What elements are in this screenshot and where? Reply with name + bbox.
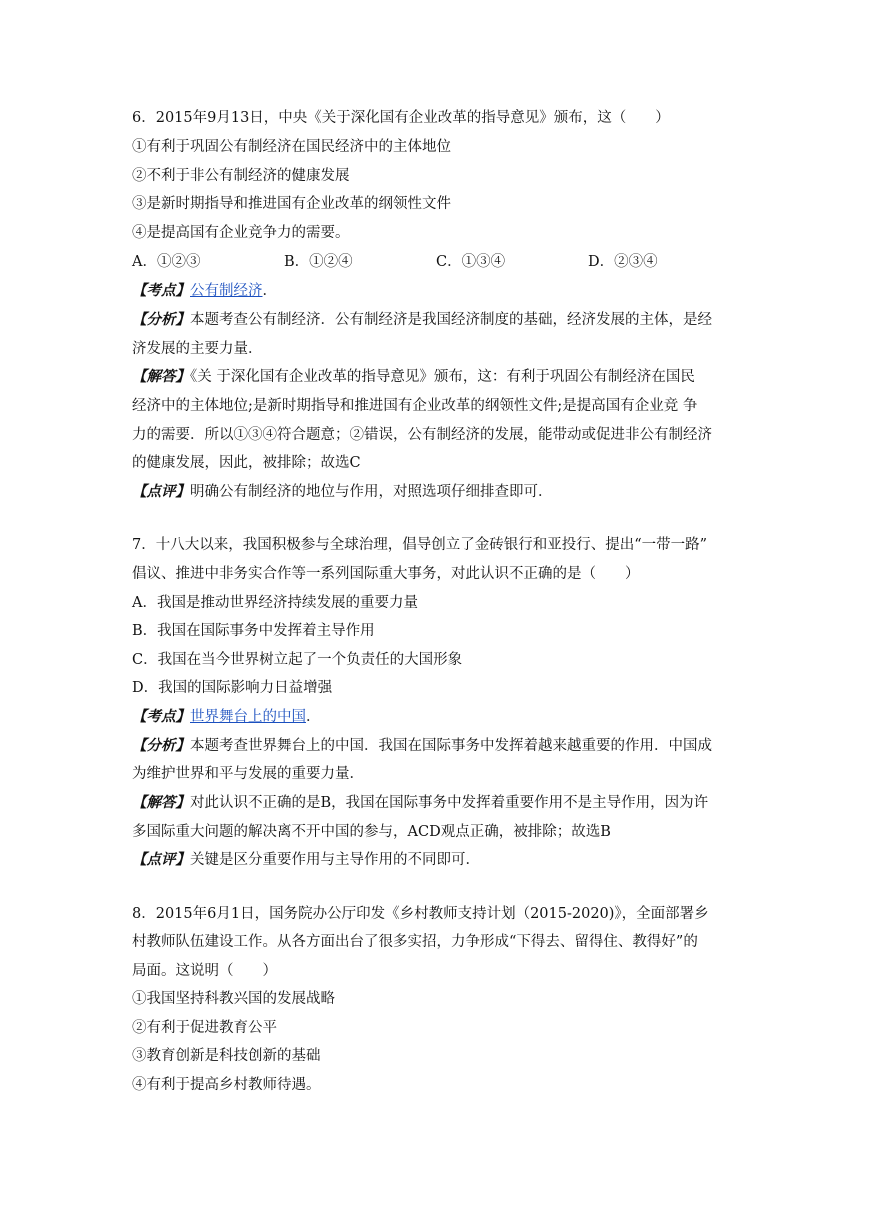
q6-kaodian — [132, 281, 277, 301]
q8-stem-line-1: 8．2015年6月1日，国务院办公厅印发《乡村教师支持计划（2015-2020)》，全面部署乡 — [132, 906, 709, 922]
q7-option-a: A．我国是推动世界经济持续发展的重要力量 — [132, 595, 418, 611]
q7-kaodian — [132, 707, 321, 727]
q6-option-c: C．①③④ — [436, 254, 506, 270]
jieda-text: 对此认识不正确的是B，我国在国际事务中发挥着重要作用不是主导作用，因为许 — [190, 795, 709, 811]
kaodian-tag: 【考点】 — [132, 708, 190, 725]
fenxi-tag: 【分析】 — [132, 737, 190, 754]
q7-option-c: C．我国在当今世界树立起了一个负责任的大国形象 — [132, 652, 463, 668]
fenxi-text: 本题考查公有制经济．公有制经济是我国经济制度的基础，经济发展的主体，是经 — [190, 312, 712, 328]
dianping-tag: 【点评】 — [132, 851, 190, 868]
fenxi-text: 本题考查世界舞台上的中国．我国在国际事务中发挥着越来越重要的作用．中国成 — [190, 738, 712, 754]
q7-option-d: D．我国的国际影响力日益增强 — [132, 680, 333, 696]
q6-option-d: D．②③④ — [588, 254, 658, 270]
jieda-tag: 【解答】 — [132, 794, 190, 811]
fenxi-tag: 【分析】 — [132, 311, 190, 328]
q6-fenxi-line-2: 济发展的主要力量． — [132, 341, 263, 357]
q7-stem-line-2: 倡议、推进中非务实合作等一系列国际重大事务，对此认识不正确的是（ ） — [132, 566, 640, 582]
jieda-text: 《关 于深化国有企业改革的指导意见》颁布，这：有利于巩固公有制经济在国民 — [190, 369, 695, 385]
q8-item-3: ③教育创新是科技创新的基础 — [132, 1048, 321, 1064]
kaodian-end: ． — [306, 709, 321, 725]
dianping-text: 明确公有制经济的地位与作用，对照选项仔细排查即可． — [190, 484, 553, 500]
q6-item-4: ④是提高国有企业竞争力的需要。 — [132, 225, 350, 241]
dianping-text: 关键是区分重要作用与主导作用的不同即可． — [190, 852, 480, 868]
dianping-tag: 【点评】 — [132, 483, 190, 500]
kaodian-link-china-world-stage[interactable]: 世界舞台上的中国 — [190, 709, 306, 725]
q6-fenxi-line-1 — [132, 310, 712, 330]
q8-stem-line-3: 局面。这说明（ ） — [132, 963, 277, 979]
jieda-tag: 【解答】 — [132, 368, 190, 385]
q7-jieda-line-1 — [132, 793, 708, 813]
q6-jieda-line-3: 力的需要．所以①③④符合题意；②错误，公有制经济的发展，能带动或促进非公有制经济 — [132, 427, 712, 443]
q6-option-b: B．①②④ — [284, 254, 353, 270]
q7-stem-line-1: 7．十八大以来，我国积极参与全球治理，倡导创立了金砖银行和亚投行、提出“一带一路” — [132, 537, 708, 553]
q8-item-4: ④有利于提高乡村教师待遇。 — [132, 1077, 321, 1093]
q6-item-3: ③是新时期指导和推进国有企业改革的纲领性文件 — [132, 196, 451, 212]
kaodian-end: ． — [262, 283, 277, 299]
q6-jieda-line-2: 经济中的主体地位;是新时期指导和推进国有企业改革的纲领性文件;是提高国有企业竞 争 — [132, 398, 698, 414]
q6-stem: 6．2015年9月13日，中央《关于深化国有企业改革的指导意见》颁布，这（ ） — [132, 110, 670, 126]
q6-option-a: A．①②③ — [132, 254, 201, 270]
kaodian-link-public-ownership[interactable]: 公有制经济 — [190, 283, 263, 299]
q8-stem-line-2: 村教师队伍建设工作。从各方面出台了很多实招，力争形成“下得去、留得住、教得好”的 — [132, 934, 698, 950]
q8-item-2: ②有利于促进教育公平 — [132, 1020, 277, 1036]
q6-item-1: ①有利于巩固公有制经济在国民经济中的主体地位 — [132, 139, 451, 155]
q6-jieda-line-4: 的健康发展，因此，被排除；故选C — [132, 455, 361, 471]
kaodian-tag: 【考点】 — [132, 282, 190, 299]
q6-dianping — [132, 482, 553, 502]
q6-item-2: ②不利于非公有制经济的健康发展 — [132, 168, 350, 184]
q7-fenxi-line-2: 为维护世界和平与发展的重要力量． — [132, 766, 364, 782]
q7-option-b: B．我国在国际事务中发挥着主导作用 — [132, 623, 375, 639]
q7-fenxi-line-1 — [132, 736, 712, 756]
q6-jieda-line-1 — [132, 367, 695, 387]
q7-jieda-line-2: 多国际重大问题的解决离不开中国的参与，ACD观点正确，被排除；故选B — [132, 824, 611, 840]
q8-item-1: ①我国坚持科教兴国的发展战略 — [132, 991, 335, 1007]
q7-dianping — [132, 850, 480, 870]
